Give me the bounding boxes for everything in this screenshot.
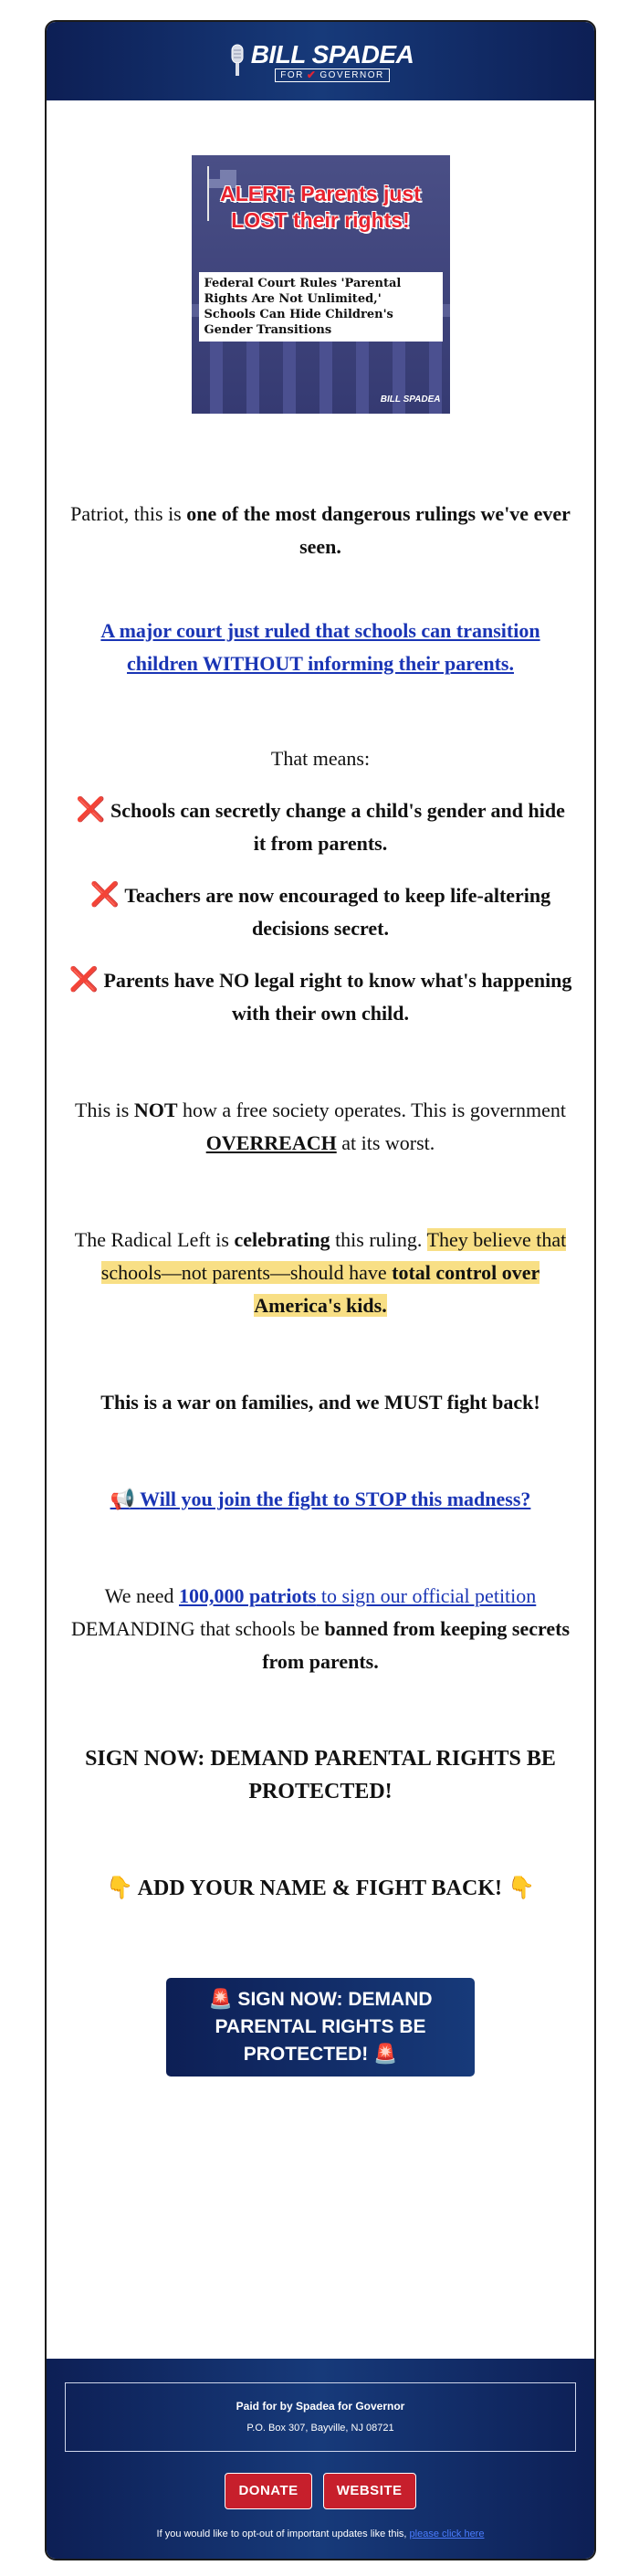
- bullet-text: Parents have NO legal right to know what's happening with their own child.: [103, 969, 572, 1025]
- opt-out-line: [47, 2529, 594, 2539]
- overreach-bold-not: NOT: [133, 1099, 178, 1121]
- cta-wrapper: [68, 1978, 572, 2077]
- cross-mark-icon: ❌: [89, 881, 120, 908]
- hero-alert-line1: ALERT: Parents just: [220, 182, 421, 205]
- bullet-text: Schools can secretly change a child's gender and hide it from parents.: [110, 799, 565, 855]
- email-card: [45, 20, 596, 2560]
- join-link-text: Will you join the fight to STOP this madness?: [140, 1488, 531, 1510]
- opt-out-text: If you would like to opt-out of important updates like this,: [156, 2529, 407, 2539]
- war-statement: This is a war on families, and we MUST fight back!: [100, 1391, 540, 1414]
- overreach-paragraph: [68, 1094, 572, 1160]
- cross-mark-icon: ❌: [68, 966, 99, 993]
- logo-wordmark: [251, 41, 414, 82]
- means-heading: That means:: [270, 747, 371, 770]
- intro-bold: one of the most dangerous rulings we've ever seen.: [186, 502, 571, 558]
- radical-text: this ruling.: [330, 1228, 427, 1251]
- bullet-item: [68, 963, 572, 1030]
- campaign-logo[interactable]: [227, 41, 414, 82]
- overreach-text: at its worst.: [336, 1131, 435, 1154]
- add-name-text: ADD YOUR NAME & FIGHT BACK!: [137, 1877, 502, 1900]
- hero-image[interactable]: [192, 155, 450, 414]
- checkmark-icon: ✔: [306, 68, 318, 81]
- cross-mark-icon: ❌: [76, 796, 106, 823]
- opt-out-link[interactable]: please click here: [409, 2529, 485, 2539]
- bullet-text: Teachers are now encouraged to keep life-altering decisions secret.: [124, 884, 551, 940]
- microphone-icon: [227, 43, 247, 79]
- hero-alert-text: [192, 181, 450, 234]
- petition-link-text: to sign our official petition: [316, 1584, 537, 1607]
- megaphone-icon: 📢: [110, 1488, 135, 1510]
- ruling-link[interactable]: A major court just ruled that schools can transition children WITHOUT informing their parents.: [100, 619, 540, 675]
- overreach-bold-word: OVERREACH: [205, 1131, 337, 1154]
- email-body: [47, 498, 594, 2077]
- hero-headline: Federal Court Rules 'Parental Rights Are Not Unlimited,' Schools Can Hide Children's Gender Transitions: [199, 272, 443, 342]
- petition-text: DEMANDING that schools be: [70, 1617, 325, 1640]
- sign-now-heading: SIGN NOW: DEMAND PARENTAL RIGHTS BE PROTECTED!: [85, 1747, 556, 1803]
- sign-now-button[interactable]: 🚨 SIGN NOW: DEMAND PARENTAL RIGHTS BE PROTECTED! 🚨: [166, 1978, 475, 2077]
- paid-for-by: Paid for by Spadea for Governor: [236, 2400, 405, 2413]
- intro-text: Patriot, this is: [70, 502, 187, 525]
- pointing-down-icon: 👇: [508, 1877, 535, 1900]
- mailing-address: P.O. Box 307, Bayville, NJ 08721: [246, 2423, 394, 2434]
- hero-image-wrapper: [47, 100, 594, 414]
- petition-text: We need: [104, 1584, 179, 1607]
- join-link[interactable]: [110, 1488, 531, 1510]
- intro-paragraph: [68, 498, 572, 563]
- petition-bold: banned from keeping secrets from parents.: [262, 1617, 571, 1673]
- pointing-down-icon: 👇: [106, 1877, 133, 1900]
- donate-button[interactable]: DONATE: [225, 2473, 311, 2509]
- radical-text: The Radical Left is: [74, 1228, 235, 1251]
- footer: [47, 2359, 594, 2559]
- bullet-item: [68, 794, 572, 860]
- overreach-text: how a free society operates. This is government: [177, 1099, 566, 1121]
- logo-name: BILL SPADEA: [250, 39, 414, 68]
- footer-buttons: [47, 2473, 594, 2509]
- website-button[interactable]: WEBSITE: [323, 2473, 416, 2509]
- radical-left-paragraph: [68, 1224, 572, 1322]
- join-paragraph: [68, 1483, 572, 1516]
- overreach-text: This is: [75, 1099, 134, 1121]
- add-name-heading: [68, 1872, 572, 1905]
- logo-subtitle: [275, 68, 390, 82]
- ruling-paragraph: [68, 615, 572, 680]
- petition-link[interactable]: [179, 1584, 536, 1607]
- bullet-item: [68, 878, 572, 945]
- hero-badge: BILL SPADEA: [380, 394, 441, 405]
- logo-for: FOR: [280, 69, 304, 80]
- petition-paragraph: [68, 1580, 572, 1678]
- header-banner: [47, 22, 594, 100]
- disclaimer-box: [65, 2382, 576, 2452]
- petition-link-bold: 100,000 patriots: [179, 1584, 317, 1607]
- hero-alert-line2: LOST their rights!: [231, 208, 410, 232]
- logo-governor: GOVERNOR: [320, 69, 384, 80]
- radical-highlight-bold: total control over America's kids.: [254, 1261, 540, 1317]
- radical-bold: celebrating: [234, 1228, 330, 1251]
- radical-highlight: They believe that schools—not parents—should have: [100, 1228, 567, 1284]
